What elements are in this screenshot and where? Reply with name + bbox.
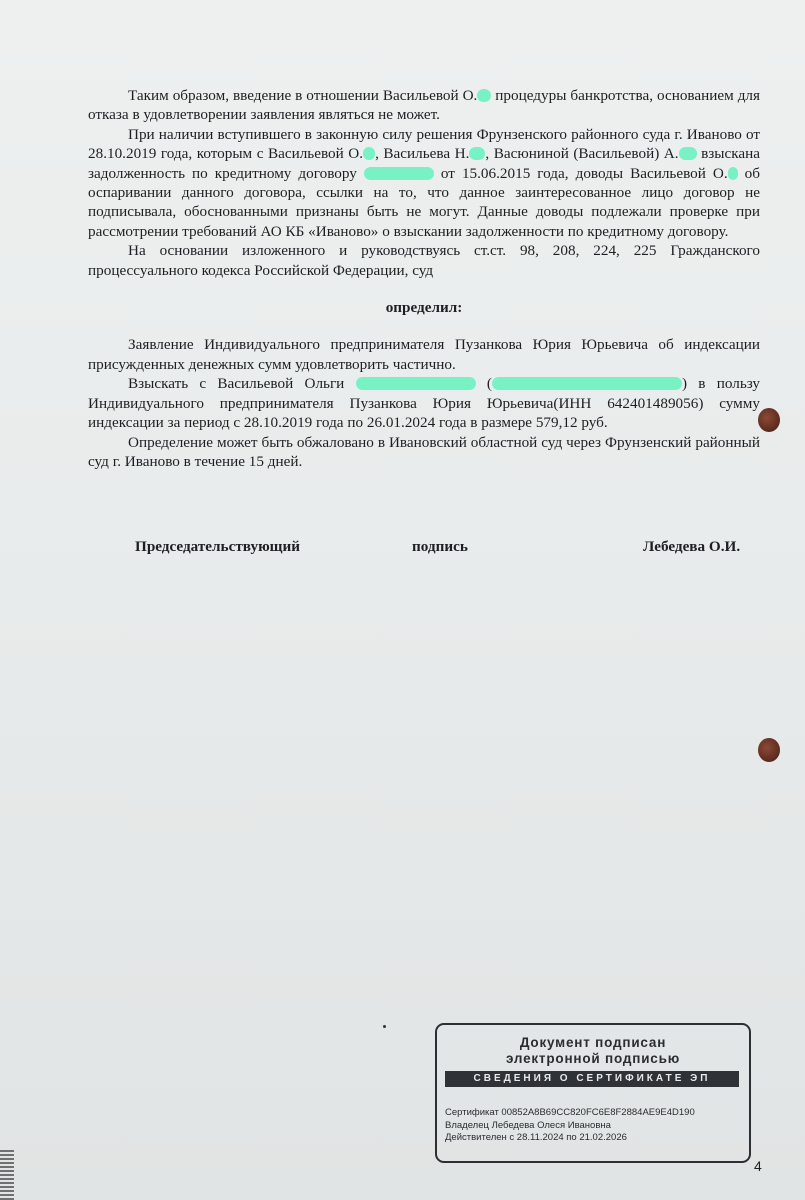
redaction-mark xyxy=(492,377,682,390)
stamp-owner: Владелец Лебедева Олеся Ивановна xyxy=(445,1119,611,1131)
paragraph-1 xyxy=(88,86,760,125)
stamp-validity: Действителен с 28.11.2024 по 21.02.2026 xyxy=(445,1132,627,1143)
paragraph-5 xyxy=(88,374,760,432)
signature-role: Председательствующий xyxy=(135,538,300,555)
electronic-signature-stamp xyxy=(435,1023,751,1163)
redaction-mark xyxy=(363,147,375,160)
ruling-heading: определил: xyxy=(385,299,463,317)
paragraph-2 xyxy=(88,125,760,241)
stamp-certificate-bar: СВЕДЕНИЯ О СЕРТИФИКАТЕ ЭП xyxy=(445,1071,739,1087)
redaction-mark xyxy=(364,167,434,180)
page-number: 4 xyxy=(754,1158,762,1174)
document-body xyxy=(88,86,760,471)
ink-dot xyxy=(383,1025,386,1028)
stamp-certificate: Сертификат 00852A8B69CC820FC6E8F2884AE9E4D190 xyxy=(445,1107,695,1118)
paragraph-5-text-a: Взыскать с Васильевой Ольги xyxy=(128,375,345,393)
stamp-title xyxy=(437,1035,749,1067)
paragraph-6: Определение может быть обжаловано в Ивановский областной суд через Фрунзенский районный суд г. Иваново в течение 15 дней. xyxy=(88,433,760,470)
redaction-mark xyxy=(679,147,697,160)
paragraph-5-text-b: ( xyxy=(475,375,492,393)
stamp-details xyxy=(445,1107,695,1145)
paragraph-3: На основании изложенного и руководствуясь ст.ст. 98, 208, 224, 225 Гражданского процессуального кодекса Российской Федерации, суд xyxy=(88,242,760,279)
punch-hole xyxy=(758,408,780,432)
paragraph-4: Заявление Индивидуального предпринимателя Пузанкова Юрия Юрьевича об индексации присужденных денежных сумм удовлетворить частично. xyxy=(88,336,760,373)
paragraph-5-text-c: ) в пользу Индивидуального предпринимателя Пузанкова Юрия Юрьевича(ИНН 642401489056) сумму индексации за период с 28.10.2019 года по 26.01.2024 года в размере 579,12 руб. xyxy=(88,375,761,432)
stamp-title-line-1: Документ подписан xyxy=(519,1035,667,1050)
redaction-mark xyxy=(728,167,738,180)
redaction-mark xyxy=(469,147,485,160)
paragraph-2-text-d: взыскана задолженность по кредитному договору xyxy=(88,145,760,182)
paragraph-1-text-b: процедуры банкротства, основанием для отказа в удовлетворении заявления являться не может. xyxy=(88,87,760,124)
paragraph-2-text-a: При наличии вступившего в законную силу решения Фрунзенского районного суда г. Иваново от 28.10.2019 года, которым с Васильевой О. xyxy=(88,125,760,163)
paragraph-2-text-e: от 15.06.2015 года, доводы Васильевой О. xyxy=(433,164,728,182)
paragraph-2-text-b: , Васильева Н. xyxy=(375,145,470,163)
paragraph-1-text-a: Таким образом, введение в отношении Васильевой О. xyxy=(128,87,478,104)
redaction-mark xyxy=(356,377,476,390)
redaction-mark xyxy=(477,89,491,102)
barcode-mark xyxy=(0,1150,14,1200)
paragraph-2-text-f: об оспаривании данного договора, ссылки на то, что данное заинтересованное лицо договор не подписывала, обоснованными признаны быть не могут. Данные доводы подлежали проверке при рассмотрении требований АО КБ «Иваново» о взыскании задолженности по кредитному договору. xyxy=(88,164,760,240)
paragraph-2-text-c: , Васюниной (Васильевой) А. xyxy=(485,145,679,163)
signature-label: подпись xyxy=(412,538,468,555)
judge-name: Лебедева О.И. xyxy=(643,538,741,555)
stamp-title-line-2: электронной подписью xyxy=(505,1051,681,1066)
punch-hole xyxy=(758,738,780,762)
